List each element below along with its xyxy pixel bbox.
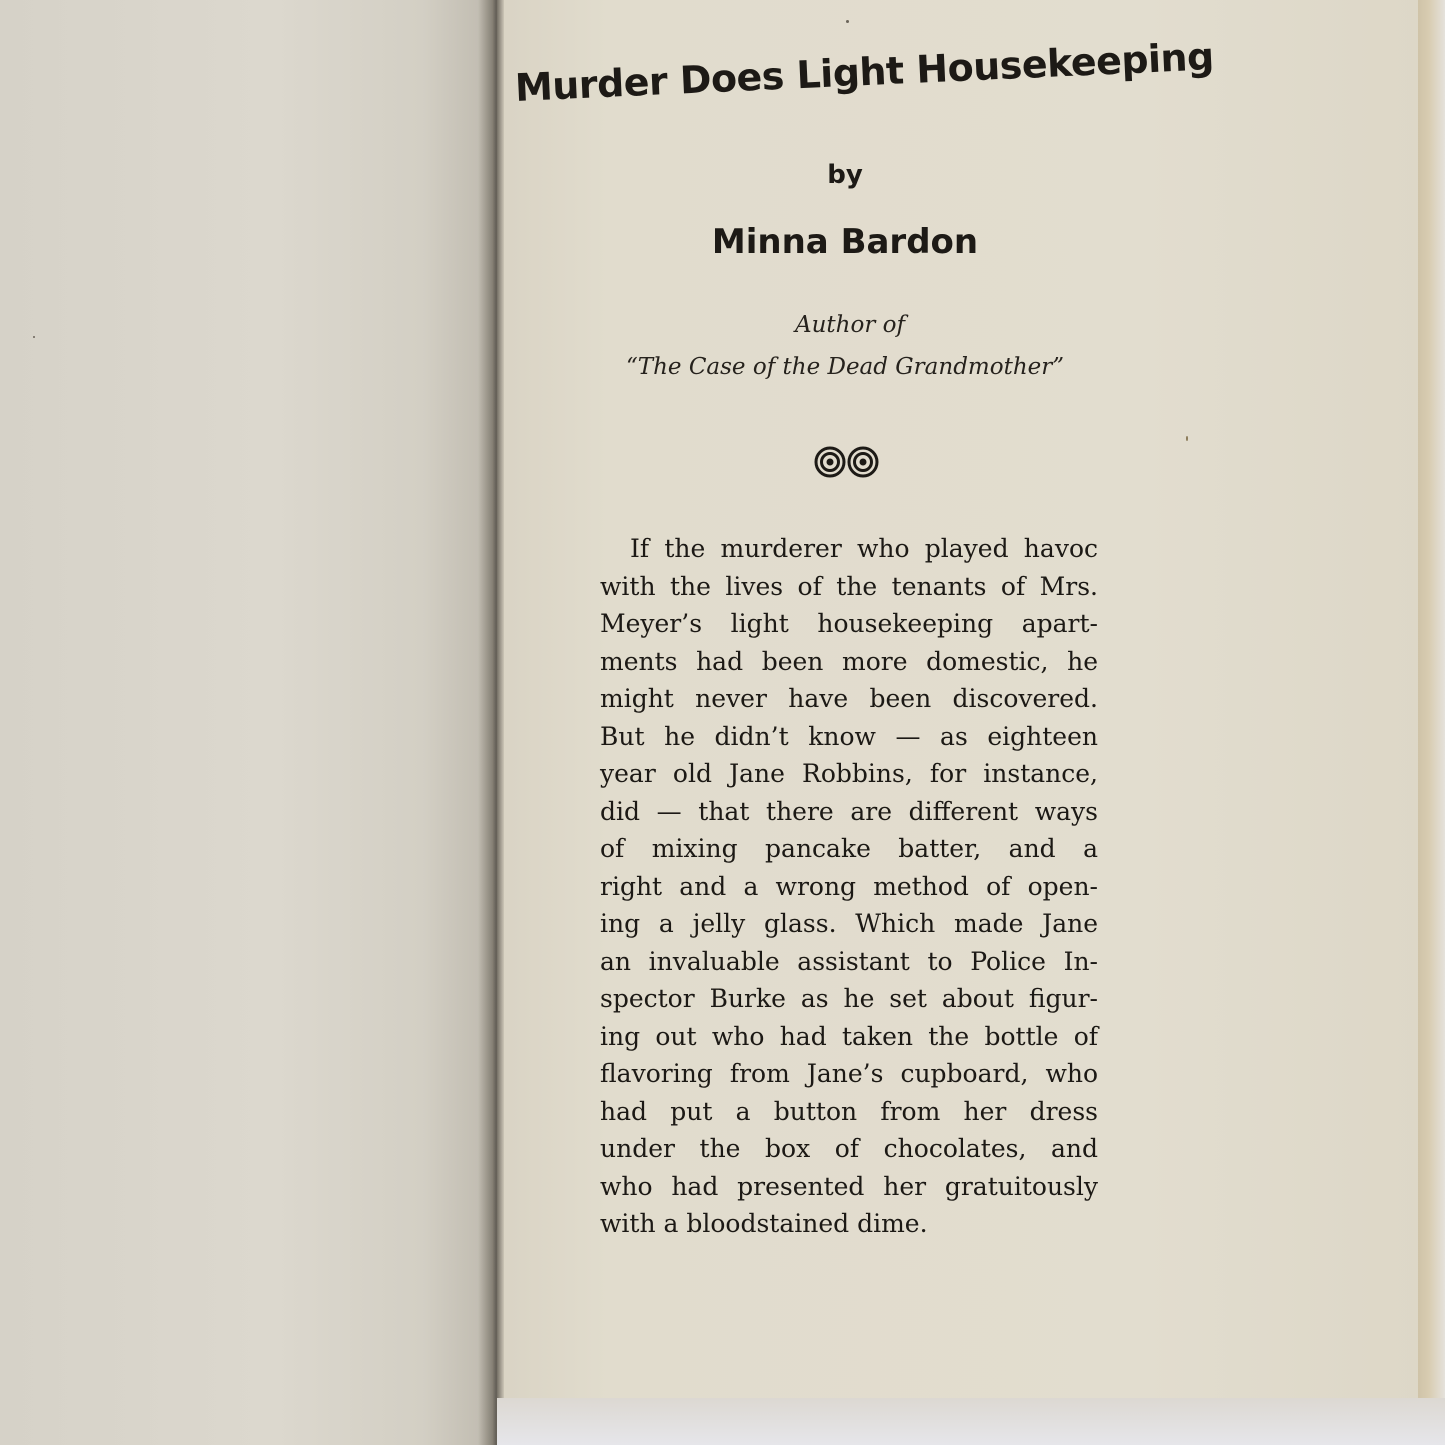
book-gutter [478,0,504,1445]
page-edge [1418,0,1445,1445]
author-of-label: Author of [795,312,905,338]
blurb-line: under the box of chocolates, and [600,1134,1098,1163]
blurb-line: of mixing pancake batter, and a [600,834,1098,863]
blurb-line: Meyer’s light housekeeping apart- [600,609,1098,638]
blurb-line: ing out who had taken the bottle of [600,1021,1098,1051]
previous-work-title: “The Case of the Dead Grandmother” [625,354,1064,380]
by-label: by [827,160,863,190]
left-blank-page [0,0,497,1445]
blurb-line: year old Jane Robbins, for instance, [600,759,1098,788]
blurb-line: flavoring from Jane’s cupboard, who [600,1059,1098,1088]
author-name: Minna Bardon [711,222,979,262]
blurb-line: might never have been discovered. [600,684,1098,713]
blurb-paragraph [600,530,1098,1243]
blurb-line: an invaluable assistant to Police In- [600,946,1098,976]
blurb-line: who had presented her gratuitously [600,1171,1098,1201]
blurb-line: had put a button from her dress [600,1096,1098,1126]
background-surface [497,1398,1445,1445]
blurb-line: But he didn’t know — as eighteen [600,721,1098,751]
blurb-line: right and a wrong method of open- [600,871,1098,901]
blurb-line: with the lives of the tenants of Mrs. [600,571,1098,601]
blurb-line: If the murderer who played havoc [630,534,1098,563]
paper-speck [33,336,35,338]
paper-speck [1186,436,1188,441]
paper-speck [846,20,849,23]
blurb-line: ments had been more domestic, he [600,646,1098,676]
blurb-line: ing a jelly glass. Which made Jane [600,909,1098,938]
blurb-line: with a bloodstained dime. [600,1209,928,1238]
book-title: Murder Does Light Housekeeping [514,34,1215,110]
blurb-line: did — that there are different ways [600,796,1098,826]
double-circle-ornament-icon [812,442,882,482]
blurb-line: spector Burke as he set about figur- [600,984,1098,1013]
